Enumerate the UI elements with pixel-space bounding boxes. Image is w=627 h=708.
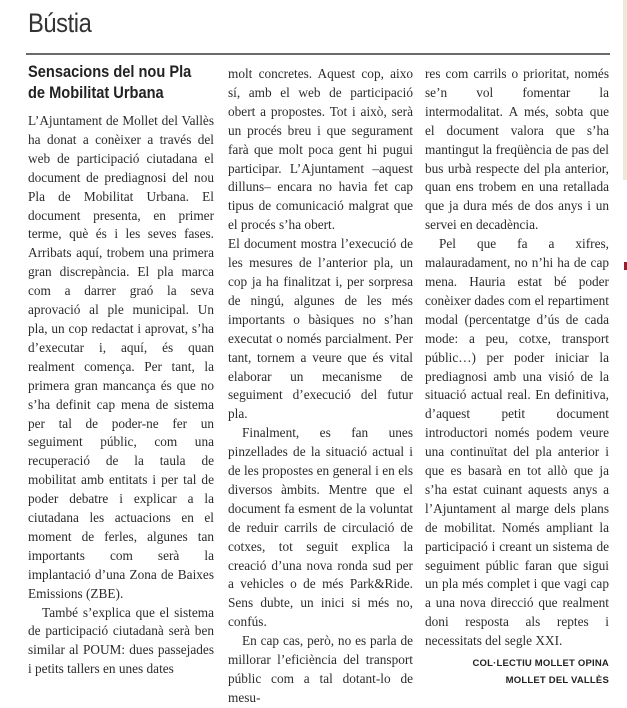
article-headline: Sensacions del nou Pla de Mobilitat Urbana: [28, 62, 192, 102]
article-column-1: [28, 112, 214, 679]
paragraph: res com carrils o prioritat, només se’n vol fomentar la intermodalitat. A més, sobta que el document valora que s’ha mantingut la freqüència de pas del bus urbà respecte del pla anterior, quan ens trobem en una retallada que ja dura més de dos anys i un servei en decadència.: [425, 66, 609, 233]
article-column-3: [425, 65, 609, 689]
article-column-2: [228, 65, 413, 708]
paragraph: L’Ajuntament de Mollet del Vallès ha donat a conèixer a través del web de participació ciutadana el document de prediagnosi del nou Pla de Mobilitat Urbana. El document presenta, en primer terme, què és i les seves fases. Arribats aquí, trobem una primera gran discrepància. El pla marca com a darrer graó la seva aprovació al ple municipal. Un pla, un cop redactat i aprovat, s’ha d’executar i, aquí, és quan realment comença. Per tant, la primera gran mancança és que no s’ha definit cap mena de sistema per tal de poder-ne fer un seguiment públic, com una recuperació de la taula de mobilitat amb entitats i per tal de poder debatre i explicar a la ciutadana les actuacions en el moment de ferles, algunes tan importants com serà la implantació d’una Zona de Baixes Emissions (ZBE).: [28, 113, 214, 601]
paragraph: El document mostra l’execució de les mesures de l’anterior pla, un cop ja ha finalitzat i, per sorpresa de ningú, algunes de les més importants o bàsiques no s’han executat o només parcialment. Per tant, tornem a veure que és vital elaborar un mecanisme de seguiment d’execució del futur pla.: [228, 236, 413, 422]
paragraph: molt concretes. Aquest cop, aixo sí, amb el web de participació obert a propostes. Tot i això, serà un procés breu i que segurament farà que molt poca gent hi pugui participar. L’Ajuntament –aquest dilluns– encara no havia fet cap tipus de comunicació malgrat que el procés s’ha obert.: [228, 66, 413, 233]
signature-author: COL·LECTIU MOLLET OPINA: [472, 658, 609, 670]
paragraph: Finalment, es fan unes pinzellades de la situació actual i de les propostes en general i en els diversos àmbits. Mentre que el document fa esment de la voluntat de reduir carrils de circulació de cotxes, tot seguit explica la creació d’una nova ronda sud per a vehicles o de més Park&Ride. Sens dubte, un inici si més no, confús.: [228, 425, 413, 630]
signature-location: MOLLET DEL VALLÈS: [505, 675, 609, 687]
page-edge-strip: [623, 0, 627, 180]
paragraph: En cap cas, però, no es parla de millorar l’eficiència del transport públic com a tal dotant-lo de mesu-: [228, 633, 413, 705]
paragraph: També s’explica que el sistema de participació ciutadanà serà ben similar al POUM: dues passejades i petits tallers en unes dates: [28, 604, 214, 677]
paragraph: Pel que fa a xifres, malauradament, no n’hi ha de cap mena. Hauria estat bé poder conèixer dades com el repartiment modal (percentatge d’ús de cada mode: a peu, cotxe, transport públic…) per poder iniciar la prediagnosi amb una visió de la situació actual real. En definitiva, d’aquest petit document introductori només podem veure una continuïtat del pla anterior i que es basarà en tot allò que ja s’ha estat cuinant aquests anys a l’Ajuntament al marge dels plans de mobilitat. Només ampliant la participació i creant un sistema de seguiment públic faran que sigui un pla més complet i que vagi cap a una nova direcció que realment doni resposta als reptes i necessitats del segle XXI.: [425, 236, 609, 649]
section-title: Bústia: [28, 8, 92, 38]
section-divider: [26, 53, 610, 55]
